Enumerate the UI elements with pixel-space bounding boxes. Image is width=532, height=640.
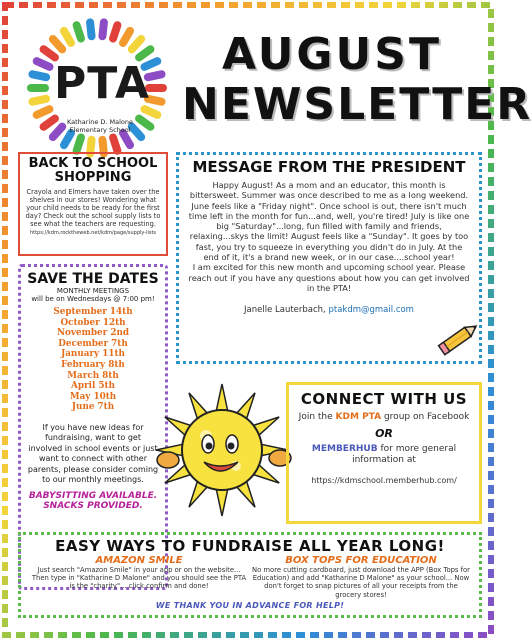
logo-pta-text: PTA: [54, 58, 150, 109]
amazon-smile-title: AMAZON SMILE: [95, 555, 183, 566]
join-text: Join the: [298, 412, 333, 422]
president-signature: [187, 305, 471, 315]
back-to-school-body: Crayola and Elmers have taken over the shelves in our stores! Wondering what your child needs to be ready for the first day? Check out the school supply lists to see what the teachers are requesting.: [25, 188, 161, 228]
box-tops-column: [251, 555, 471, 599]
sun-ray: [216, 488, 228, 516]
fundraising-ideas-text: If you have new ideas for fundraising, want to get involved in school events or just want to connect with other parents, please consider coming to our monthly meetings.: [27, 422, 159, 484]
signature-name: Janelle Lauterbach,: [244, 305, 326, 316]
crayon-mark: [123, 133, 130, 145]
amazon-smile-text: Just search "Amazon Smile" in your app or on the website... Then type in "Katharine D Malone" and you should see the PTA is the "charity"... click confirm and done!: [31, 566, 247, 591]
logo-school-name: Katharine D. Malone Elementary School: [66, 118, 134, 134]
monthly-meetings-when: will be on Wednesdays @ 7:00 pm!: [31, 295, 155, 303]
meeting-date: May 10th: [69, 391, 117, 402]
crayon-mark: [145, 109, 158, 115]
box-tops-text: No more cutting cardboard, just download the APP (Box Tops for Education) and add "Katharine D Malone" as your school... Now don't forget to snap pictures of all your receipts from the grocery stores!: [252, 566, 470, 599]
memberhub-info: for more general information at: [352, 444, 457, 465]
supply-list-link[interactable]: https://kdm.rocktheweb.net/kdm/page/supply-lists: [29, 230, 157, 236]
memberhub-label: MEMBERHUB: [311, 444, 378, 454]
fundraise-columns: [29, 555, 471, 599]
president-message-heading: MESSAGE FROM THE PRESIDENT: [192, 158, 466, 176]
crayon-mark: [64, 31, 71, 43]
president-message-body-2: I am excited for this new month and upcoming school year. Please reach out if you have any questions about how you can get involved in the PTA!: [188, 262, 470, 293]
thank-you-note: WE THANK YOU IN ADVANCE FOR HELP!: [155, 600, 345, 610]
meeting-date: November 2nd: [56, 328, 130, 339]
meeting-date: September 14th: [53, 307, 133, 317]
pta-logo: [22, 18, 172, 158]
crayon-mark: [32, 74, 46, 77]
crayon-mark: [64, 133, 71, 145]
crayon-mark: [37, 61, 50, 67]
meeting-dates-list: [27, 307, 159, 413]
crayon-mark: [139, 49, 150, 57]
back-to-school-heading: BACK TO SCHOOL SHOPPING: [28, 156, 158, 185]
meeting-date: October 12th: [60, 317, 126, 328]
crayon-mark: [132, 39, 141, 49]
meeting-date: December 7th: [58, 338, 128, 349]
monthly-meetings-title: MONTHLY MEETINGS: [56, 287, 130, 295]
sun-icon: [150, 372, 300, 522]
facebook-group-text: [295, 412, 473, 423]
crayon-mark: [113, 25, 117, 38]
connect-heading: CONNECT WITH US: [300, 390, 468, 408]
fundraise-heading: EASY WAYS TO FUNDRAISE ALL YEAR LONG!: [55, 537, 445, 555]
crayon-mark: [102, 22, 103, 36]
amazon-smile-column: [29, 555, 249, 599]
meeting-date: February 8th: [61, 359, 125, 370]
pencil-icon: [436, 316, 484, 360]
memberhub-text: [295, 444, 473, 466]
box-tops-title: BOX TOPS FOR EDUCATION: [285, 555, 437, 566]
crayon-mark: [37, 109, 50, 115]
crayon-mark: [44, 49, 55, 57]
babysitting-note: BABYSITTING AVAILABLE. SNACKS PROVIDED.: [28, 491, 158, 512]
meeting-date: March 8th: [67, 370, 119, 381]
crayon-mark: [77, 137, 81, 150]
crayon-mark: [148, 74, 162, 77]
title-line-2: NEWSLETTER: [182, 79, 532, 130]
back-to-school-box: [18, 152, 168, 256]
crayon-mark: [53, 39, 62, 49]
crayon-mark: [32, 99, 46, 102]
group-facebook-text: group on Facebook: [383, 412, 470, 422]
president-message-body: Happy August! As a mom and an educator, this month is bittersweet. Summer was once described to me as a long weekend. June feels like a "Friday night". Once school is out, there isn't much time left in the month for fun...and, well, you're tired! July is like one big "Saturday"...long, fun filled with family and friends, relaxing...skys the limit! August feels like a "Sunday". It goes by too fast, you try to squeeze in everything you didn't do in July. At the end of it, it's a brand new week, or in our case....school year!: [188, 180, 470, 263]
crayon-mark: [139, 119, 150, 127]
sun-ray: [216, 384, 228, 412]
crayon-mark: [77, 25, 81, 38]
newsletter-title: [182, 29, 532, 130]
signature-email-link[interactable]: ptakdm@gmail.com: [328, 305, 414, 316]
crayon-mark: [44, 119, 55, 127]
crayon-mark: [90, 22, 91, 36]
crayon-mark: [148, 99, 162, 102]
fundraise-box: [18, 532, 482, 618]
kdm-pta-facebook-link[interactable]: KDM PTA: [335, 412, 382, 422]
or-separator: OR: [375, 427, 393, 440]
meeting-date: January 11th: [61, 349, 125, 360]
crayon-mark: [123, 31, 130, 43]
save-the-dates-heading: SAVE THE DATES: [27, 271, 159, 287]
connect-with-us-box: [286, 382, 482, 524]
crayon-mark: [113, 137, 117, 150]
meeting-date: June 7th: [71, 402, 115, 413]
meeting-date: April 5th: [71, 381, 115, 392]
memberhub-url-link[interactable]: https://kdmschool.memberhub.com/: [311, 476, 457, 485]
title-line-1: AUGUST: [222, 29, 442, 80]
